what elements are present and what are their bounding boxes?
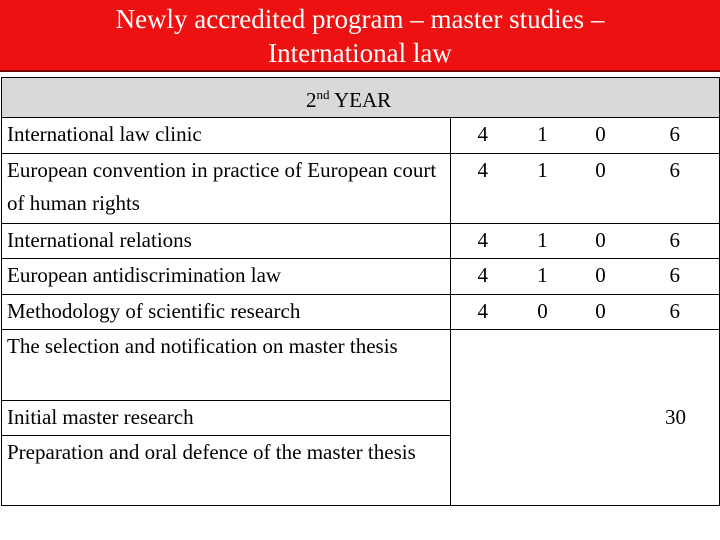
course-value: 6 <box>631 154 720 224</box>
course-value: 4 <box>451 118 515 154</box>
course-value: 4 <box>451 259 515 295</box>
table-row <box>2 259 720 295</box>
table-row <box>2 154 720 224</box>
table-row <box>2 224 720 259</box>
course-name: Initial master research <box>2 401 451 436</box>
course-name: Preparation and oral defence of the master thesis <box>2 436 451 506</box>
course-value: 4 <box>451 154 515 224</box>
course-value: 1 <box>515 154 571 224</box>
course-name: European convention in practice of European court of human rights <box>2 154 451 224</box>
course-value: 1 <box>515 224 571 259</box>
year-header-row <box>2 78 720 118</box>
course-value: 6 <box>631 118 720 154</box>
course-value: 1 <box>515 259 571 295</box>
thesis-total: 30 <box>451 330 720 506</box>
year-header-cell <box>2 78 720 118</box>
table-row <box>2 330 720 401</box>
table-row <box>2 118 720 154</box>
course-value: 0 <box>571 154 631 224</box>
course-value: 4 <box>451 224 515 259</box>
course-name: The selection and notification on master thesis <box>2 330 451 401</box>
course-value: 0 <box>571 295 631 330</box>
table-row <box>2 295 720 330</box>
title-line-2: International law <box>268 38 452 68</box>
title-line-1: Newly accredited program – master studies – <box>115 4 605 34</box>
course-value: 6 <box>631 295 720 330</box>
course-value: 0 <box>571 259 631 295</box>
curriculum-table <box>1 77 720 506</box>
course-name: International relations <box>2 224 451 259</box>
slide-title <box>0 0 720 72</box>
course-value: 6 <box>631 224 720 259</box>
course-name: European antidiscrimination law <box>2 259 451 295</box>
course-value: 0 <box>515 295 571 330</box>
course-value: 0 <box>571 224 631 259</box>
course-name: Methodology of scientific research <box>2 295 451 330</box>
course-value: 0 <box>571 118 631 154</box>
year-label: 2nd YEAR <box>306 87 392 112</box>
course-name: International law clinic <box>2 118 451 154</box>
course-value: 4 <box>451 295 515 330</box>
course-value: 1 <box>515 118 571 154</box>
course-value: 6 <box>631 259 720 295</box>
